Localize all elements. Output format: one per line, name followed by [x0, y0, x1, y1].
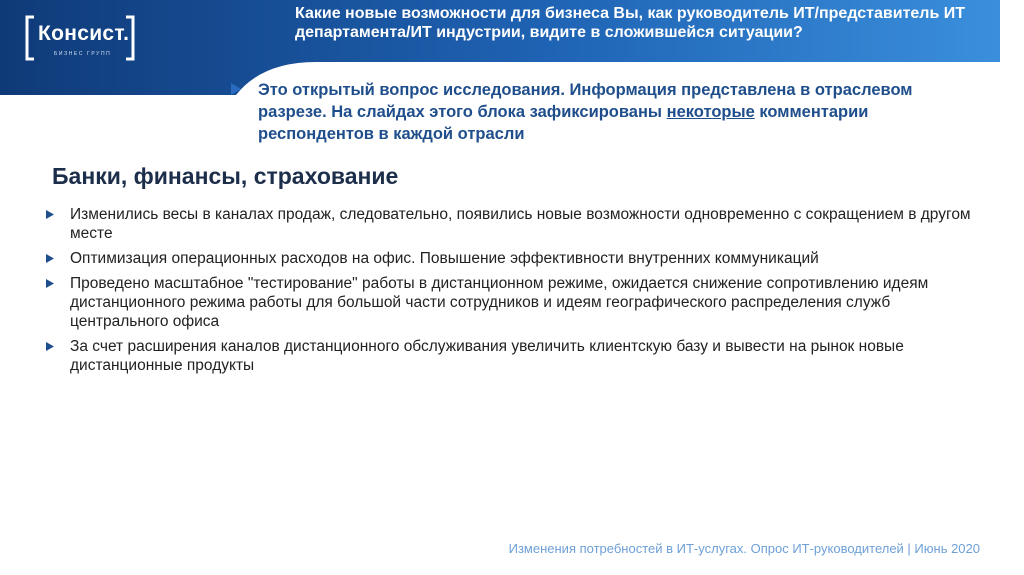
triangle-right-icon: [45, 209, 55, 220]
logo-wordmark: Консист.: [38, 22, 130, 45]
intro-text-part: Это открытый вопрос исследования. Информация представлена в отраслевом разрезе. На слайдах этого блока зафиксированы: [258, 81, 913, 121]
section-title: Банки, финансы, страхование: [52, 163, 399, 189]
list-item: [44, 337, 984, 375]
list-item: [44, 205, 984, 243]
comments-list: [44, 205, 984, 381]
list-item-text: Оптимизация операционных расходов на офис. Повышение эффективности внутренних коммуникаций: [70, 250, 819, 267]
intro-text: [258, 79, 950, 145]
list-item: [44, 249, 984, 268]
list-item-text: Изменились весы в каналах продаж, следовательно, появились новые возможности одновременно с сокращением в другом месте: [70, 206, 971, 242]
list-item-text: За счет расширения каналов дистанционного обслуживания увеличить клиентскую базу и вывести на рынок новые дистанционные продукты: [70, 338, 904, 374]
list-item-text: Проведено масштабное "тестирование" работы в дистанционном режиме, ожидается снижение сопротивлению идеям дистанционного режима работы для большой части сотрудников и идеям географического распределения служб центрального офиса: [70, 275, 929, 330]
intro-underlined-word: некоторые: [666, 103, 755, 121]
triangle-right-icon: [45, 253, 55, 264]
intro-note: [230, 79, 950, 145]
logo-subtitle: БИЗНЕС ГРУПП: [54, 51, 112, 57]
slide-question-title: Какие новые возможности для бизнеса Вы, как руководитель ИТ/представитель ИТ департамента/ИТ индустрии, видите в сложившейся ситуации?: [295, 5, 966, 41]
triangle-right-icon: [230, 82, 242, 96]
list-item: [44, 274, 984, 331]
company-logo: [24, 14, 136, 62]
triangle-right-icon: [45, 278, 55, 289]
footer-caption: Изменения потребностей в ИТ-услугах. Опрос ИТ-руководителей | Июнь 2020: [508, 541, 980, 556]
triangle-right-icon: [45, 341, 55, 352]
intro-text-part: комментарии респондентов в каждой отрасли: [258, 103, 869, 143]
